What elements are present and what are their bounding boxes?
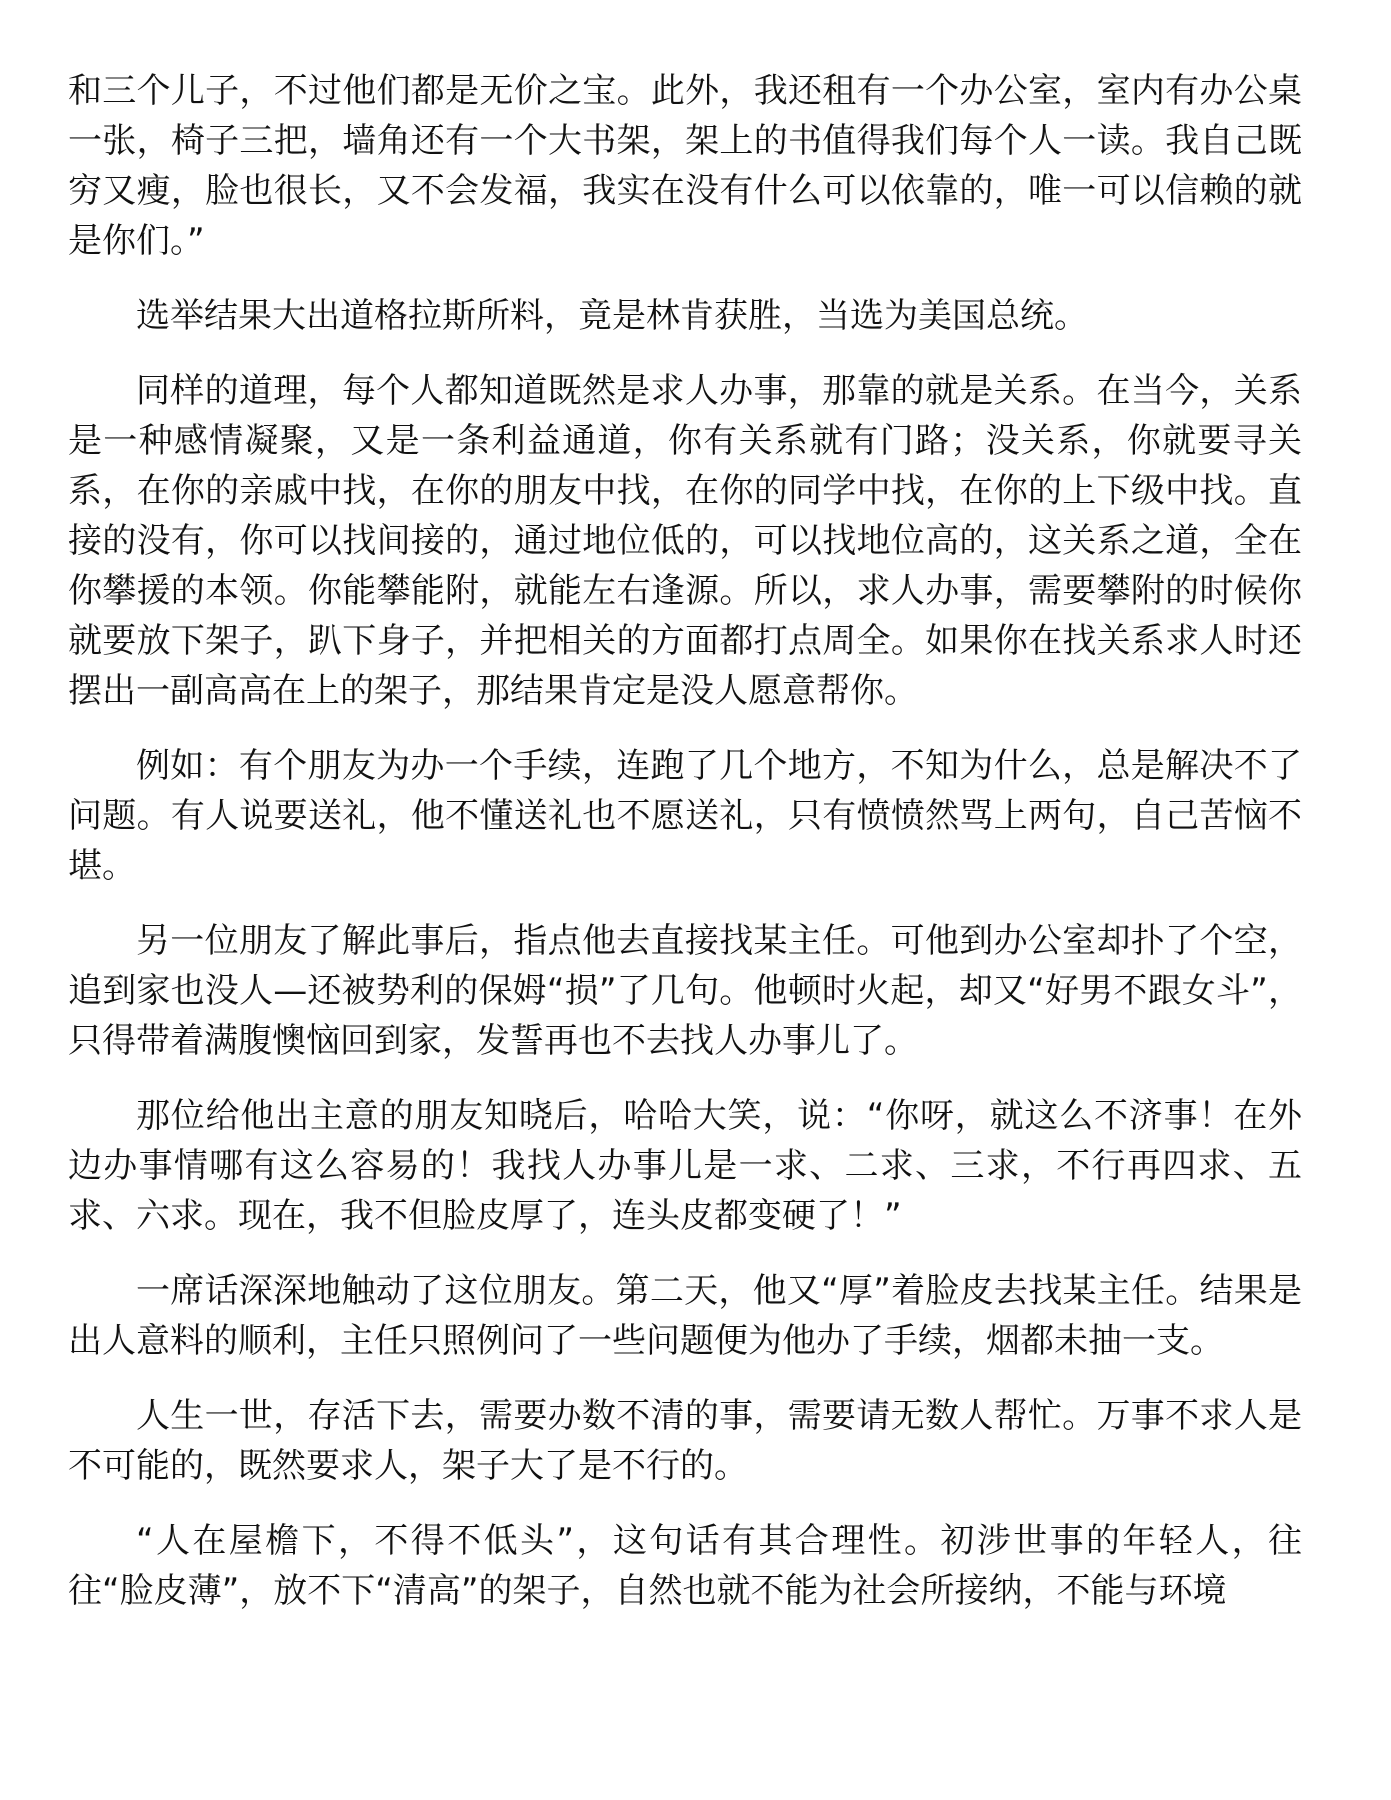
body-text (68, 66, 1302, 1641)
paragraph: 人生一世，存活下去，需要办数不清的事，需要请无数人帮忙。万事不求人是不可能的，既然要求人，架子大了是不行的。 (68, 1396, 1302, 1486)
paragraph: 例如：有个朋友为办一个手续，连跑了几个地方，不知为什么，总是解决不了问题。有人说要送礼，他不懂送礼也不愿送礼，只有愤愤然骂上两句，自己苦恼不堪。 (68, 746, 1302, 886)
paragraph: 另一位朋友了解此事后，指点他去直接找某主任。可他到办公室却扑了个空，追到家也没人—还被势利的保姆“损”了几句。他顿时火起，却又“好男不跟女斗”，只得带着满腹懊恼回到家，发誓再也不去找人办事儿了。 (68, 921, 1302, 1061)
paragraph: “人在屋檐下，不得不低头”，这句话有其合理性。初涉世事的年轻人，往往“脸皮薄”，放不下“清高”的架子，自然也就不能为社会所接纳，不能与环境 (68, 1521, 1302, 1611)
paragraph-continued: 和三个儿子，不过他们都是无价之宝。此外，我还租有一个办公室，室内有办公桌一张，椅子三把，墙角还有一个大书架，架上的书值得我们每个人一读。我自己既穷又瘦，脸也很长，又不会发福，我实在没有什么可以依靠的，唯一可以信赖的就是你们。” (68, 71, 1302, 261)
paragraph: 那位给他出主意的朋友知晓后，哈哈大笑，说：“你呀，就这么不济事！在外边办事情哪有这么容易的！我找人办事儿是一求、二求、三求，不行再四求、五求、六求。现在，我不但脸皮厚了，连头皮都变硬了！” (68, 1096, 1302, 1236)
paragraph: 同样的道理，每个人都知道既然是求人办事，那靠的就是关系。在当今，关系是一种感情凝聚，又是一条利益通道，你有关系就有门路；没关系，你就要寻关系，在你的亲戚中找，在你的朋友中找，在你的同学中找，在你的上下级中找。直接的没有，你可以找间接的，通过地位低的，可以找地位高的，这关系之道，全在你攀援的本领。你能攀能附，就能左右逢源。所以，求人办事，需要攀附的时候你就要放下架子，趴下身子，并把相关的方面都打点周全。如果你在找关系求人时还摆出一副高高在上的架子，那结果肯定是没人愿意帮你。 (68, 371, 1302, 711)
paragraph: 选举结果大出道格拉斯所料，竟是林肯获胜，当选为美国总统。 (136, 296, 1088, 336)
paragraph: 一席话深深地触动了这位朋友。第二天，他又“厚”着脸皮去找某主任。结果是出人意料的顺利，主任只照例问了一些问题便为他办了手续，烟都未抽一支。 (68, 1271, 1302, 1361)
